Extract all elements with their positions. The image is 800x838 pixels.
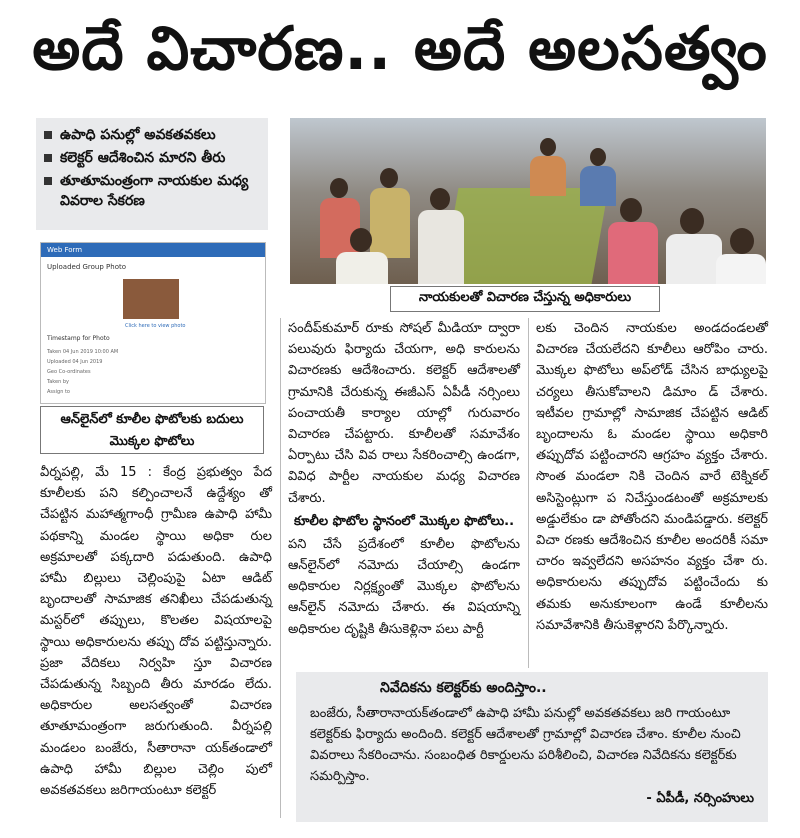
screenshot-row: Taken by xyxy=(47,379,69,385)
article-paragraph: పని చేసే ప్రదేశంలో కూలీల ఫొటోలను ఆన్‌లైన్‌లో నమోదు చేయాల్సి ఉండగా అధికారుల నిర్లక్ష్యంతో మొక్కల ఫొటోలను ఆన్‌లైన్ నమోదు చేశారు. ఈ విషయాన్ని అధికారుల దృష్టికి తీసుకెళ్లినా పలు పార్టీ xyxy=(288,536,520,637)
bullet-item xyxy=(44,148,260,168)
subheading: కూలీల ఫొటోల స్థానంలో మొక్కల ఫొటోలు.. xyxy=(293,513,515,529)
screenshot-row: Taken 04 Jun 2019 10:00 AM xyxy=(47,349,119,355)
bullet-item xyxy=(44,125,260,145)
bullet-text: ఉపాధి పనుల్లో అవకతవకలు xyxy=(60,127,216,143)
article-column-1: వీర్నపల్లి, మే 15 : కేంద్ర ప్రభుత్వం పేద కూలీలకు పని కల్పించాలనే ఉద్దేశ్యం తో చేపట్టిన మహాత్మగాంధీ గ్రామీణ ఉపాధి హామీ పథకాన్ని మండల స్థాయి అధికా రుల అక్రమాలతో పక్కదారి పడుతుంది. ఉపాధి హామీ బిల్లులు చెల్లింపుపై ఏటా ఆడిట్ బృందాలతో సామాజిక తనిఖీలు చేపడుతున్న మస్టర్‌లో తప్పులు, కొలతల విషయాలపై స్థాయి అధికారులను తప్పు దోవ పట్టిస్తున్నారు. ప్రజా వేదికలు నిర్వహి స్తూ విచారణ చేపడుతున్న సిబ్బంది తీరు మారడం లేదు. అధికారుల అలసత్వంతో విచారణ తూతూమంత్రంగా జరుగుతుంది. వీర్నపల్లి మండలం బంజేరు, సీతారానా యక్‌తండాలో ఉపాధి హామీ బిల్లుల చెల్లిం పులో అవకతవకలు జరిగాయంటూ కలెక్టర్ xyxy=(40,465,272,799)
article-column-3: లకు చెందిన నాయకుల అండదండలతో విచారణ చేయలేదని కూలీలు ఆరోపిం చారు. మొక్కల ఫొటోలు అప్‌లోడ్ చేసిన బాధ్యులపై చర్యలు తీసుకోవాలని డిమాం డ్ చేశారు. ఇటీవల గ్రామాల్లో సామాజిక చేపట్టిన ఆడిట్ బృందాలను ఓ మండల స్థాయి అధికారి తప్పుదోవ పట్టించారని ఆగ్రహం వ్యక్తం చేశారు. సొంత మండలా నికి చెందిన వారే టెక్నికల్ అసిస్టెంట్లుగా ప నిచేస్తుండటంతో అక్రమాలకు అడ్డులేకుం డా పోతోందని మండిపడ్డారు. కలెక్టర్ విచా రణకు ఆదేశించిన కూలీల అందరికీ సమా చారం ఇవ్వలేదని అసహనం వ్యక్తం చేశా రు. అధికారులను తప్పుదోవ పట్టించేందు కు తమకు అనుకూలంగా ఉండే కూలీలను సమావేశానికి తీసుకెళ్లారని పేర్కొన్నారు. xyxy=(536,321,768,633)
screenshot-title-bar: Web Form xyxy=(41,243,265,257)
quote-box-body: బంజేరు, సీతారానాయక్‌తండాలో ఉపాధి హామీ పనుల్లో అవకతవకలు జరి గాయంటూ కలెక్టర్‌కు ఫిర్యాదు అందింది. కలెక్టర్ ఆదేశాలతో గ్రామాల్లో విచారణ చేశాం. కూలీల నుంచి వివరాలు సేకరించాను. సంబంధిత రికార్డులను పరిశీలించి, విచారణ నివేదికను కలెక్టర్‌కు సమర్పిస్తాం. xyxy=(310,706,741,784)
screenshot-heading: Uploaded Group Photo xyxy=(47,263,127,271)
quote-box-signature: - ఏపీడీ, నర్సింహులు xyxy=(646,791,754,806)
bullet-icon xyxy=(44,177,52,185)
screenshot-rows xyxy=(47,347,118,397)
news-photo xyxy=(290,118,766,284)
screenshot-row: Geo Co-ordinates xyxy=(47,369,91,375)
screenshot-section: Timestamp for Photo xyxy=(47,335,110,342)
quote-box-title: నివేదికను కలెక్టర్‌కు అందిస్తాం.. xyxy=(380,680,547,696)
quote-box xyxy=(296,672,768,822)
screenshot-row: Assign to xyxy=(47,389,70,395)
photo-caption: నాయకులతో విచారణ చేస్తున్న అధికారులు xyxy=(390,286,660,312)
bullet-icon xyxy=(44,131,52,139)
screenshot-row: Uploaded 04 Jun 2019 xyxy=(47,359,103,365)
bullet-text: కలెక్టర్ ఆదేశించిన మారని తీరు xyxy=(60,150,226,166)
bullet-item xyxy=(44,171,260,211)
screenshot-photo xyxy=(123,279,179,319)
article-column-2 xyxy=(288,318,520,640)
article-paragraph: సందీప్‌కుమార్ రూకు సోషల్ మీడియా ద్వారా పలువురు ఫిర్యాదు చేయగా, అధి కారులను విచారణకు ఆదేశించారు. కలెక్టర్ ఆదేశాలతో గ్రామానికి చేరుకున్న ఈజీఎస్ ఏపీడీ నర్సింలు పంచాయతీ కార్యాల యాల్లో గురువారం విచారణ చేపట్టారు. కూలీలతో సమావేశం ఏర్పాటు చేసి వివ రాలు సేకరించాల్సి ఉండగా, వివిధ పార్టీల నాయకుల మధ్య విచారణ చేశారు. xyxy=(288,321,520,506)
embedded-screenshot xyxy=(40,242,266,404)
bullet-icon xyxy=(44,154,52,162)
bullet-text: తూతూమంత్రంగా నాయకుల మధ్య వివరాల సేకరణ xyxy=(60,173,249,209)
headline: అదే విచారణ.. అదే అలసత్వం xyxy=(32,14,768,84)
screenshot-link: Click here to view photo xyxy=(125,323,186,329)
bullet-list xyxy=(36,118,268,230)
screenshot-caption: ఆన్‌లైన్‌లో కూలీల ఫొటోలకు బదులు మొక్కల ఫొటోలు xyxy=(40,406,264,454)
